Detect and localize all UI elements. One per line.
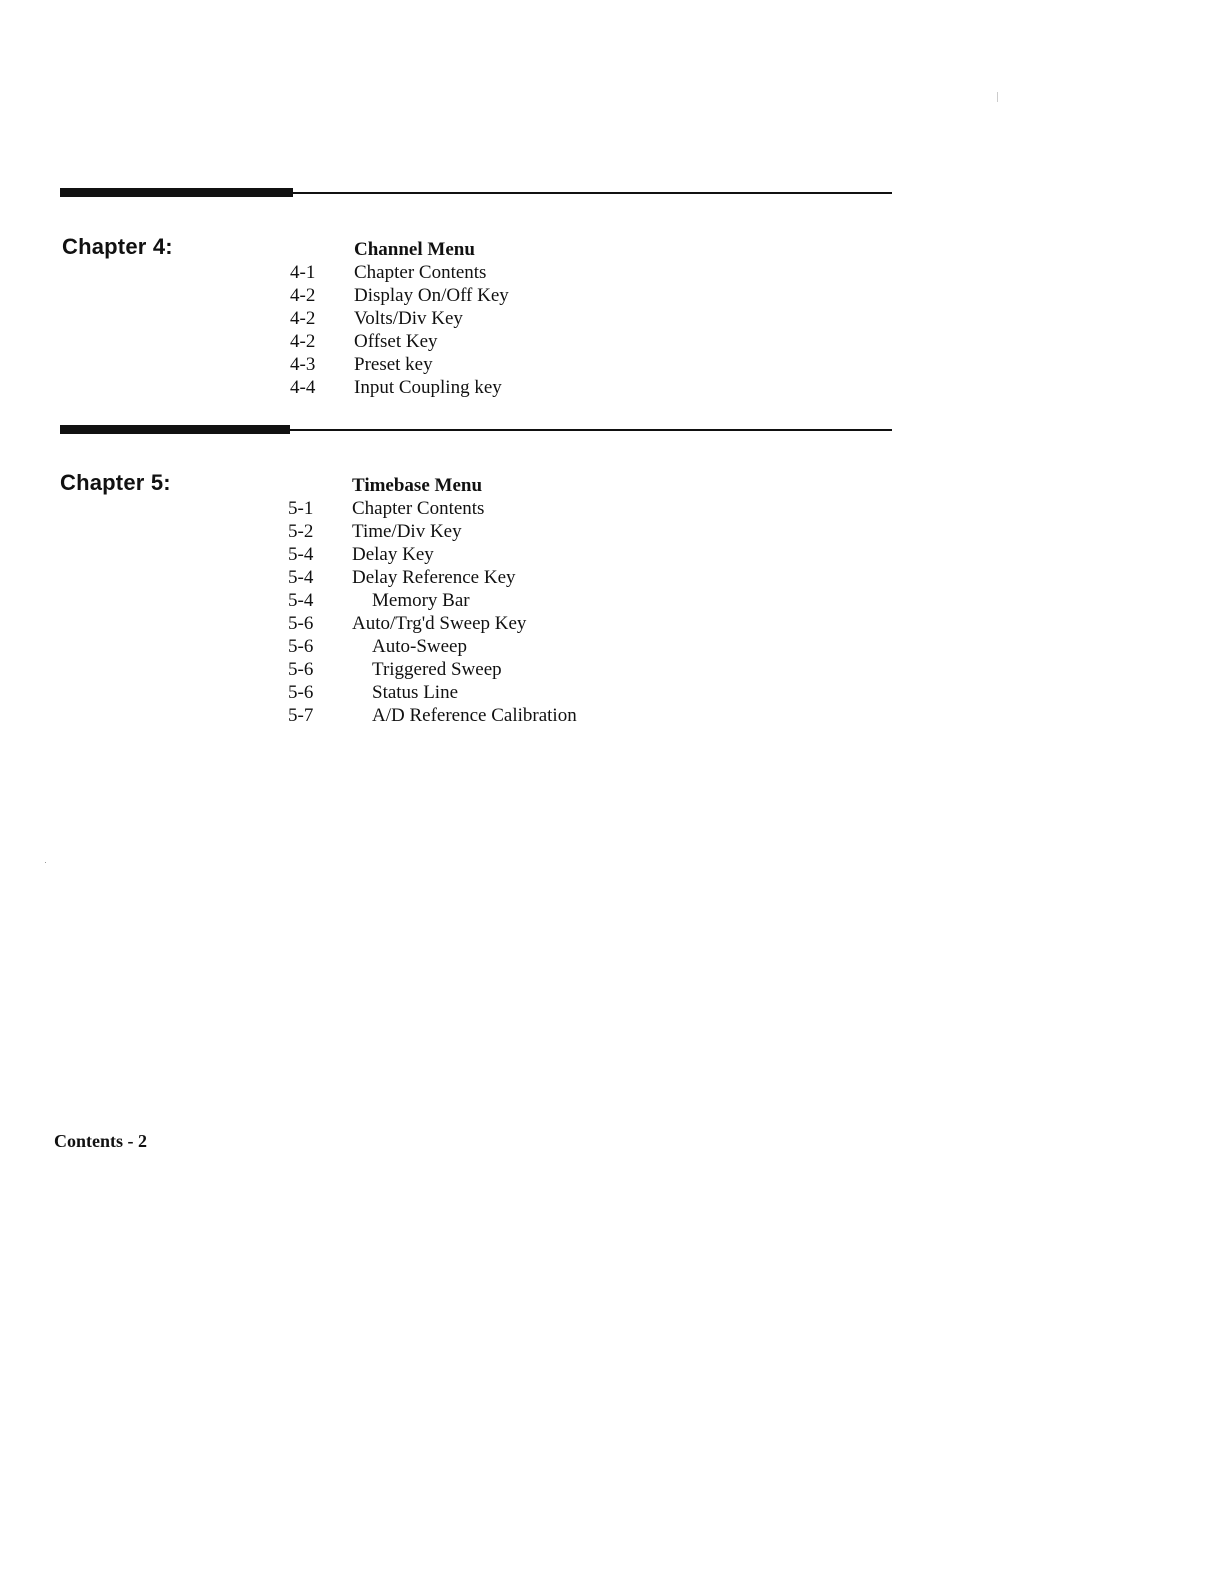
toc-page-number: 5-4	[288, 544, 314, 565]
toc-entry	[288, 520, 577, 543]
toc-page-number: 4-2	[290, 331, 316, 352]
chapter-4-divider-bar	[60, 188, 293, 197]
toc-page-number: 5-6	[288, 636, 314, 657]
toc-page-number: 4-4	[290, 377, 316, 398]
toc-page-number: 5-6	[288, 659, 314, 680]
chapter-4-label: Chapter 4:	[62, 234, 173, 259]
chapter-5-contents	[288, 474, 577, 727]
toc-entry-title: Delay Key	[352, 544, 434, 565]
toc-entry	[288, 704, 577, 727]
toc-entry-title: Time/Div Key	[352, 521, 462, 542]
toc-entry-title: Chapter Contents	[354, 262, 487, 283]
toc-entry	[290, 330, 509, 353]
toc-entry	[288, 681, 577, 704]
toc-entry	[290, 261, 509, 284]
chapter-4-contents	[290, 238, 509, 399]
chapter-5-heading: Timebase Menu	[352, 475, 483, 496]
toc-entry-title: Offset Key	[354, 331, 438, 352]
toc-page-number: 4-2	[290, 308, 316, 329]
chapter-5-divider-bar	[60, 425, 290, 434]
toc-subentry-title: Memory Bar	[372, 590, 470, 611]
toc-entry	[288, 543, 577, 566]
toc-page-number: 4-2	[290, 285, 316, 306]
toc-entry	[288, 497, 577, 520]
page-footer: Contents - 2	[54, 1131, 147, 1151]
toc-page-number: 5-6	[288, 613, 314, 634]
toc-page-number: 5-7	[288, 705, 314, 726]
toc-subentry-title: Triggered Sweep	[372, 659, 502, 680]
toc-entry-title: Input Coupling key	[354, 377, 502, 398]
toc-entry	[288, 612, 577, 635]
toc-entry-title: Preset key	[354, 354, 433, 375]
chapter-4-heading: Channel Menu	[354, 239, 475, 260]
toc-page-number: 4-3	[290, 354, 316, 375]
toc-subentry-title: Auto-Sweep	[372, 636, 467, 657]
toc-subentry-title: Status Line	[372, 682, 459, 703]
toc-entry-title: Volts/Div Key	[354, 308, 463, 329]
toc-entry	[290, 376, 509, 399]
scan-speck	[997, 92, 998, 102]
toc-entry-title: Chapter Contents	[352, 498, 485, 519]
toc-page-number: 5-6	[288, 682, 314, 703]
toc-entry	[288, 635, 577, 658]
chapter-5-divider	[60, 429, 892, 431]
toc-page-number: 5-4	[288, 590, 314, 611]
toc-entry	[290, 353, 509, 376]
toc-entry	[288, 658, 577, 681]
toc-page-number: 5-4	[288, 567, 314, 588]
toc-entry-title: Delay Reference Key	[352, 567, 516, 588]
chapter-5-label: Chapter 5:	[60, 470, 171, 495]
toc-entry-title: Display On/Off Key	[354, 285, 509, 306]
toc-page-number: 4-1	[290, 262, 316, 283]
toc-entry	[290, 307, 509, 330]
toc-subentry-title: A/D Reference Calibration	[372, 705, 577, 726]
toc-entry-title: Auto/Trg'd Sweep Key	[352, 613, 527, 634]
toc-entry	[288, 566, 577, 589]
toc-entry	[290, 284, 509, 307]
chapter-4-divider	[60, 192, 892, 194]
scan-speck	[45, 862, 46, 863]
toc-page-number: 5-2	[288, 521, 314, 542]
toc-entry	[288, 589, 577, 612]
toc-page-number: 5-1	[288, 498, 314, 519]
